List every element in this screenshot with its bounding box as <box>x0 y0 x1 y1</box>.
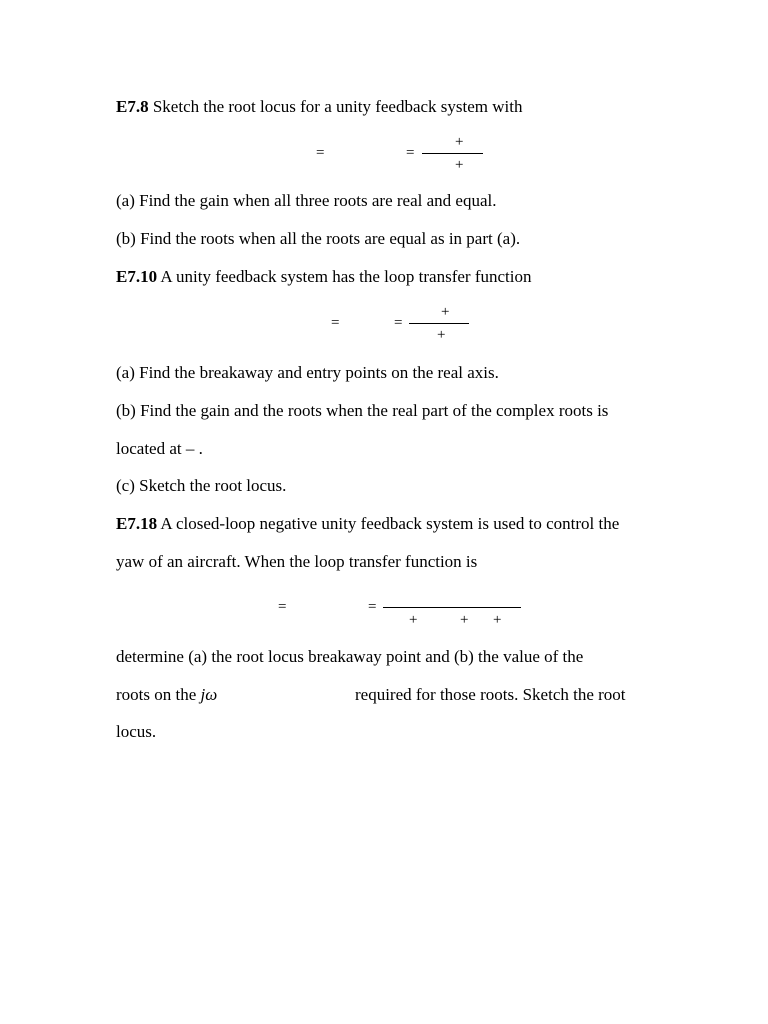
e78-fraction-bar <box>422 153 483 154</box>
e710-denominator-plus: + <box>437 327 446 343</box>
e718-text-line2-prefix: roots on the <box>116 685 201 704</box>
e718-text-line1: determine (a) the root locus breakaway point and (b) the value of the <box>116 647 584 666</box>
e718-denominator-plus-3: + <box>493 612 502 628</box>
e718-denominator-plus-2: + <box>460 612 469 628</box>
e78-intro-line <box>116 96 523 118</box>
e718-text-line2-a <box>116 684 217 706</box>
e718-eq-sign-1: = <box>278 599 287 615</box>
e78-part-b: (b) Find the roots when all the roots are equal as in part (a). <box>116 229 521 248</box>
e78-part-a: (a) Find the gain when all three roots are real and equal. <box>116 191 497 210</box>
e718-intro-line <box>116 513 619 535</box>
e710-eq-sign-1: = <box>331 315 340 331</box>
e78-denominator-plus: + <box>455 157 464 173</box>
e78-label: E7.8 <box>116 97 149 116</box>
e710-intro-text: A unity feedback system has the loop transfer function <box>157 267 532 286</box>
e718-intro-text: A closed-loop negative unity feedback system is used to control the <box>157 514 620 533</box>
e718-label: E7.18 <box>116 514 158 533</box>
e710-fraction-bar <box>409 323 469 324</box>
e718-jw-symbol: jω <box>200 685 218 704</box>
e710-label: E7.10 <box>116 267 158 286</box>
e710-part-b-line2: located at – . <box>116 439 203 458</box>
e718-text-line3: locus. <box>116 722 157 741</box>
e710-intro-line <box>116 266 531 288</box>
e78-eq-sign-1: = <box>316 145 325 161</box>
e718-eq-sign-2: = <box>368 599 377 615</box>
e78-eq-sign-2: = <box>406 145 415 161</box>
e710-part-c: (c) Sketch the root locus. <box>116 476 287 495</box>
e710-part-a: (a) Find the breakaway and entry points on the real axis. <box>116 363 499 382</box>
e710-part-b-line1: (b) Find the gain and the roots when the real part of the complex roots is <box>116 401 609 420</box>
e78-numerator-plus: + <box>455 134 464 150</box>
e710-numerator-plus: + <box>441 304 450 320</box>
e718-intro-line2: yaw of an aircraft. When the loop transfer function is <box>116 552 478 571</box>
e78-intro-text: Sketch the root locus for a unity feedback system with <box>148 97 523 116</box>
e718-text-line2-b: required for those roots. Sketch the root <box>355 685 626 704</box>
e718-denominator-plus-1: + <box>409 612 418 628</box>
e718-fraction-bar <box>383 607 521 608</box>
e710-eq-sign-2: = <box>394 315 403 331</box>
